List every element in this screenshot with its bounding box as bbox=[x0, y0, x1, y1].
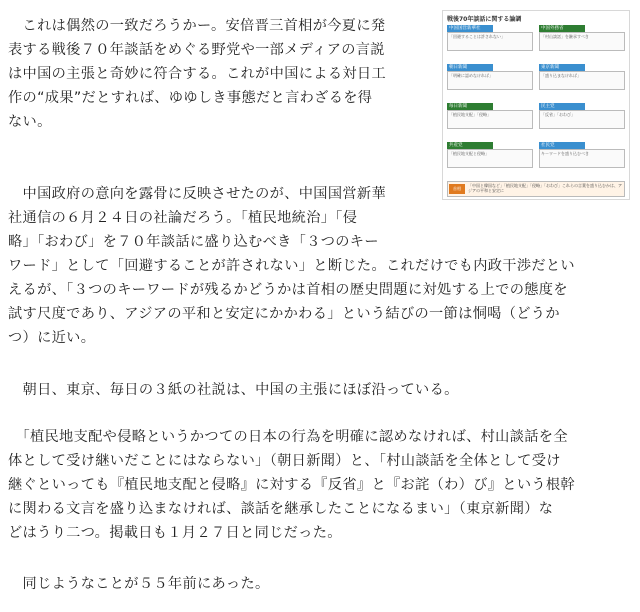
figure-tag: 東京新聞 bbox=[539, 64, 585, 71]
figure-row bbox=[447, 103, 625, 129]
figure-tag: 中国国営新華社 bbox=[447, 25, 493, 32]
text-line: 社通信の６月２４日の社論だろう。「植民地統治」「侵 bbox=[8, 210, 358, 226]
text-line: ない。 bbox=[8, 114, 52, 130]
paragraph-3 bbox=[8, 378, 632, 402]
figure-cell-text: 「植民地支配」「侵略」 bbox=[449, 112, 491, 117]
figure-cell bbox=[539, 71, 625, 90]
figure-cell-text: 「反省」「おわび」 bbox=[541, 112, 575, 117]
figure-tag: 毎日新聞 bbox=[447, 103, 493, 110]
text-line: は中国の主張と奇妙に符合する。これが中国による対日工 bbox=[8, 66, 386, 82]
figure-cell-text: キーワードを盛り込むべき bbox=[541, 151, 589, 156]
text-line: 略」「おわび」を７０年談話に盛り込むべき「３つのキー bbox=[8, 234, 379, 250]
figure-cell bbox=[539, 32, 625, 51]
figure-cell bbox=[447, 32, 533, 51]
figure-tag: 中国外務省 bbox=[539, 25, 585, 32]
figure-cell-text: 「村山談話」を継承すべき bbox=[541, 34, 589, 39]
text-line: ワード」として「回避することが許されない」と断じた。これだけでも内政干渉だとい bbox=[8, 258, 575, 274]
figure-title: 戦後70年談話に関する論調 bbox=[447, 16, 522, 23]
figure-row bbox=[447, 142, 625, 168]
text-line: 朝日、東京、毎日の３紙の社説は、中国の主張にほぼ沿っている。 bbox=[8, 382, 459, 398]
footer-label: 首相 bbox=[449, 184, 465, 194]
figure-cell bbox=[447, 110, 533, 129]
text-line: 作の“成果”だとすれば、ゆゆしき事態だと言わざるを得 bbox=[8, 90, 373, 106]
footer-text: 「中国と韓国など」「植民地支配」「侵略」「おわび」これらの言葉を盛り込むかは、アジアの平和と安定に bbox=[468, 183, 622, 193]
figure-cell bbox=[539, 110, 625, 129]
figure-row bbox=[447, 64, 625, 90]
text-line: 試す尺度であり、アジアの平和と安定にかかわる」という結びの一節は恫喝（どうか bbox=[8, 306, 560, 322]
figure-cell bbox=[539, 149, 625, 168]
figure-row bbox=[447, 25, 625, 51]
figure-tag: 民主党 bbox=[539, 103, 585, 110]
text-line: 表する戦後７０年談話をめぐる野党や一部メディアの言説 bbox=[8, 42, 385, 58]
paragraph-5 bbox=[8, 572, 632, 596]
figure-tag: 社民党 bbox=[539, 142, 585, 149]
text-line: 体として受け継いだことにはならない」（朝日新聞）と、「村山談話を全体として受け bbox=[8, 453, 561, 469]
figure-cell-text: 「明確に認めなければ」 bbox=[449, 73, 493, 78]
paragraph-4 bbox=[8, 425, 632, 545]
text-line: に関わる文言を盛り込まなければ、談話を継承したことになるまい」（東京新聞）な bbox=[8, 501, 554, 517]
figure-cell-text: 「植民地支配と侵略」 bbox=[449, 151, 489, 156]
figure-cell bbox=[447, 149, 533, 168]
text-line: どはうり二つ。掲載日も１月２７日と同じだった。 bbox=[8, 525, 342, 541]
text-line: つ）に近い。 bbox=[8, 330, 96, 346]
text-line: えるが、「３つのキーワードが残るかどうかは首相の歴史問題に対処する上での態度を bbox=[8, 282, 568, 298]
figure-tag: 共産党 bbox=[447, 142, 493, 149]
text-line: 同じようなことが５５年前にあった。 bbox=[8, 576, 270, 592]
text-line: 中国政府の意向を露骨に反映させたのが、中国国営新華 bbox=[8, 186, 386, 202]
text-line: これは偶然の一致だろうかー。安倍晋三首相が今夏に発 bbox=[8, 18, 386, 34]
paragraph-1 bbox=[8, 14, 436, 134]
text-line: 継ぐといっても『植民地支配と侵略』に対する『反省』と『お詫（わ）び』という根幹 bbox=[8, 477, 575, 493]
paragraph-2 bbox=[8, 182, 632, 350]
figure-cell-text: 「回避することは許されない」 bbox=[449, 34, 505, 39]
article-figure[interactable] bbox=[442, 10, 630, 200]
figure-cell-text: 「盛り込まなければ」 bbox=[541, 73, 581, 78]
text-line: 「植民地支配や侵略というかつての日本の行為を明確に認めなければ、村山談話を全 bbox=[8, 429, 568, 445]
figure-footer bbox=[447, 181, 625, 197]
figure-tag: 朝日新聞 bbox=[447, 64, 493, 71]
figure-cell bbox=[447, 71, 533, 90]
